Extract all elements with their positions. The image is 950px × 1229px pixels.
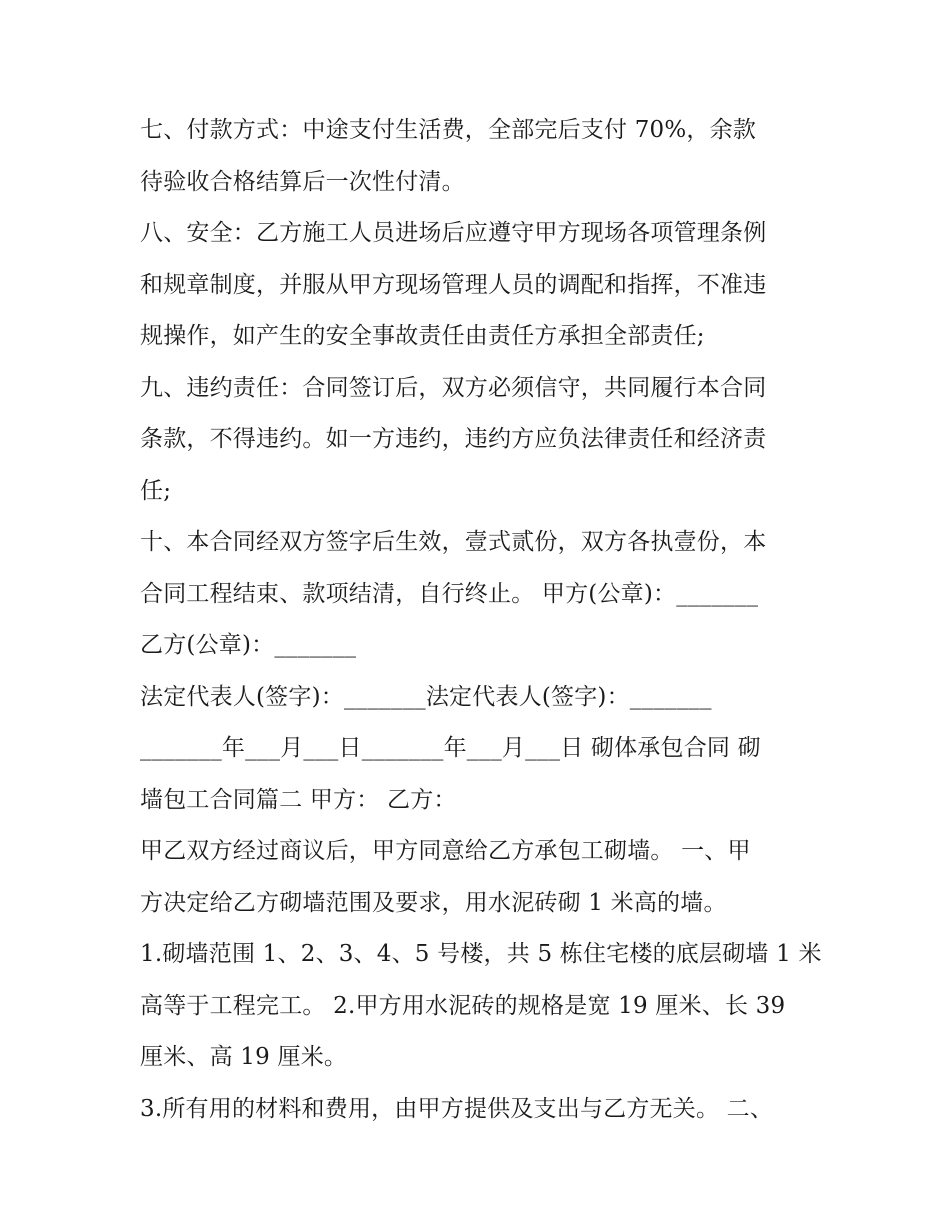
text-line: 待验收合格结算后一次性付清。 bbox=[140, 168, 465, 195]
text-line: 规操作，如产生的安全事故责任由责任方承担全部责任; bbox=[140, 323, 705, 349]
text-line: _______年___月___日_______年___月___日 砌体承包合同 砌 bbox=[140, 735, 761, 761]
text-line: 九、违约责任：合同签订后，双方必须信守，共同履行本合同 bbox=[140, 374, 767, 401]
text-line: 条款，不得违约。如一方违约，违约方应负法律责任和经济责 bbox=[140, 426, 767, 452]
text-line: 合同工程结束、款项结清，自行终止。 甲方(公章)：_______ bbox=[140, 580, 759, 607]
text-line: 任; bbox=[140, 477, 172, 504]
text-line: 七、付款方式：中途支付生活费，全部完后支付 70%，余款 bbox=[140, 117, 757, 143]
text-line: 法定代表人(签字)：_______法定代表人(签字)：_______ bbox=[140, 683, 712, 710]
text-line: 厘米、高 19 厘米。 bbox=[140, 1044, 348, 1070]
document-body bbox=[140, 105, 822, 1135]
text-line: 1.砌墙范围 1、2、3、4、5 号楼，共 5 栋住宅楼的底层砌墙 1 米 bbox=[140, 941, 822, 967]
text-line: 和规章制度，并服从甲方现场管理人员的调配和指挥，不准违 bbox=[140, 271, 767, 298]
text-line: 甲乙双方经过商议后，甲方同意给乙方承包工砌墙。 一、甲 bbox=[140, 838, 751, 864]
text-line: 高等于工程完工。 2.甲方用水泥砖的规格是宽 19 厘米、长 39 bbox=[140, 992, 786, 1019]
text-line: 墙包工合同篇二 甲方： 乙方： bbox=[140, 786, 457, 813]
text-line: 八、安全：乙方施工人员进场后应遵守甲方现场各项管理条例 bbox=[140, 220, 767, 246]
text-line: 十、本合同经双方签字后生效，壹式贰份，双方各执壹份，本 bbox=[140, 529, 767, 555]
text-line: 3.所有用的材料和费用，由甲方提供及支出与乙方无关。 二、 bbox=[140, 1095, 774, 1122]
text-line: 乙方(公章)：_______ bbox=[140, 632, 357, 658]
text-line: 方决定给乙方砌墙范围及要求，用水泥砖砌 1 米高的墙。 bbox=[140, 889, 727, 916]
